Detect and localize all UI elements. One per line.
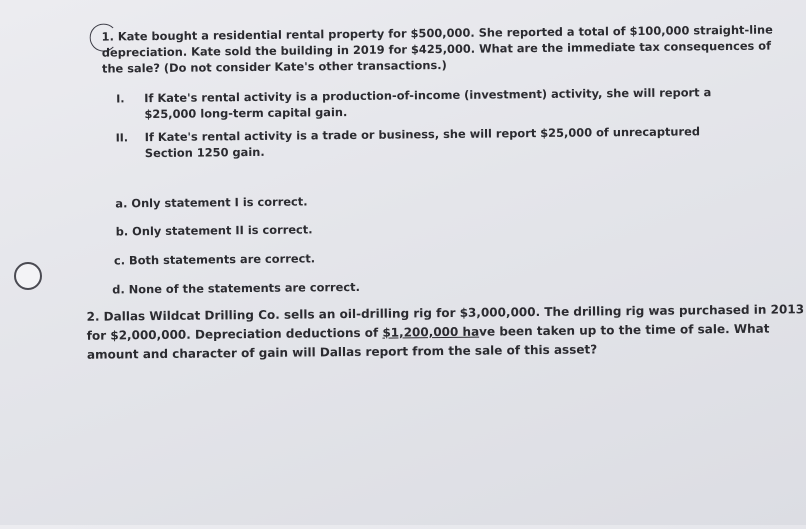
statement-1-line-2: $25,000 long-term capital gain. — [144, 105, 348, 122]
question-1-line-1: 1. Kate bought a residential rental property for $500,000. She reported a total of $100,000 straight-line — [101, 22, 773, 44]
question-2-line-2 — [87, 321, 770, 344]
choice-d[interactable]: d. None of the statements are correct. — [112, 279, 360, 297]
question-2-line-2-end: ve been taken up to the time of sale. What — [479, 321, 770, 339]
underlined-amount: $1,200,000 ha — [382, 324, 480, 340]
statement-1-numeral: I. — [116, 92, 125, 106]
question-1-line-3: the sale? (Do not consider Kate's other transactions.) — [101, 57, 447, 76]
question-2-line-2-start: for $2,000,000. Depreciation deductions of — [86, 325, 383, 343]
statement-1-line-1: If Kate's rental activity is a production-of-income (investment) activity, she will report a — [144, 85, 712, 106]
question-2-line-1: 2. Dallas Wildcat Drilling Co. sells an oil-drilling rig for $3,000,000. The drilling rig was purchased in 2013 — [86, 302, 805, 324]
question-1-line-2: depreciation. Kate sold the building in 2019 for $425,000. What are the immediate tax consequences of — [101, 38, 772, 60]
choice-c[interactable]: c. Both statements are correct. — [113, 251, 316, 268]
question-2-line-3: amount and character of gain will Dallas report from the sale of this asset? — [86, 342, 598, 362]
choice-a[interactable]: a. Only statement I is correct. — [115, 194, 308, 211]
statement-2-line-2: Section 1250 gain. — [144, 144, 265, 161]
choice-b[interactable]: b. Only statement II is correct. — [115, 222, 313, 239]
statement-2-line-1: If Kate's rental activity is a trade or business, she will report $25,000 of unrecaptured — [144, 124, 701, 145]
statement-2-numeral: II. — [115, 131, 129, 145]
radio-button[interactable] — [14, 262, 42, 290]
